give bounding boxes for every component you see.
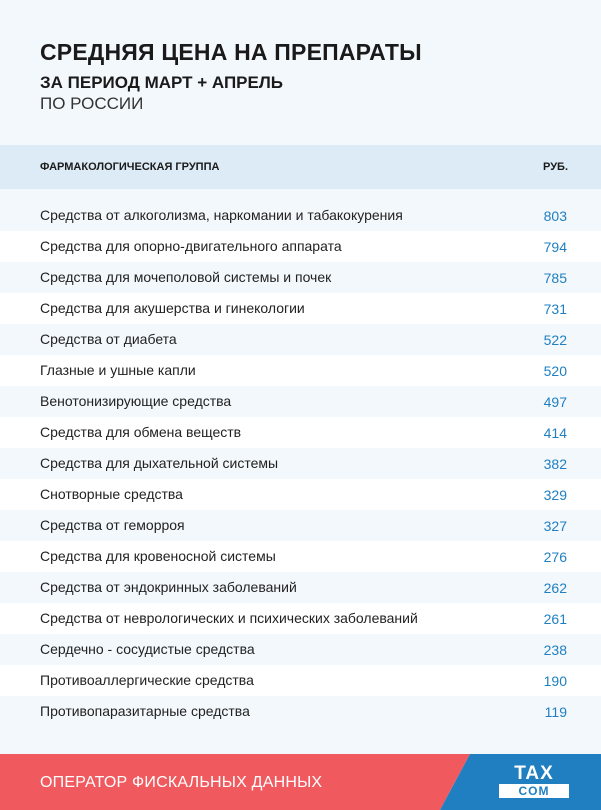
table-row <box>0 324 601 355</box>
row-group-name: Средства от геморроя <box>40 517 185 533</box>
row-price: 414 <box>543 425 567 441</box>
table-row <box>0 572 601 603</box>
row-price: 190 <box>543 673 567 689</box>
row-group-name: Средства для акушерства и гинекологии <box>40 300 305 316</box>
row-group-name: Средства от алкоголизма, наркомании и табакокурения <box>40 207 403 223</box>
table-row <box>0 417 601 448</box>
row-price: 119 <box>544 704 567 720</box>
table-row <box>0 696 601 727</box>
row-price: 522 <box>543 332 567 348</box>
table-row <box>0 355 601 386</box>
table-row <box>0 386 601 417</box>
row-group-name: Глазные и ушные капли <box>40 362 196 378</box>
table-row <box>0 448 601 479</box>
row-price: 803 <box>543 208 567 224</box>
row-group-name: Средства для обмена веществ <box>40 424 242 440</box>
row-group-name: Средства для мочеполовой системы и почек <box>40 269 332 285</box>
table-row <box>0 510 601 541</box>
row-price: 497 <box>543 394 567 410</box>
table-row <box>0 231 601 262</box>
row-group-name: Сердечно - сосудистые средства <box>40 641 255 657</box>
column-header-group: ФАРМАКОЛОГИЧЕСКАЯ ГРУППА <box>40 161 220 173</box>
logo-bottom-text: COM <box>499 784 569 798</box>
table-row <box>0 541 601 572</box>
row-group-name: Средства для кровеносной системы <box>40 548 276 564</box>
taxcom-logo <box>499 764 569 800</box>
row-price: 329 <box>543 487 567 503</box>
table-row <box>0 603 601 634</box>
row-price: 785 <box>543 270 567 286</box>
row-group-name: Противопаразитарные средства <box>40 703 250 719</box>
row-group-name: Средства для опорно-двигательного аппарата <box>40 238 342 254</box>
region-label: ПО РОССИИ <box>40 94 144 113</box>
logo-top-text: TAX <box>514 763 554 784</box>
row-group-name: Средства от диабета <box>40 331 177 347</box>
row-price: 382 <box>543 456 567 472</box>
footer <box>0 754 601 810</box>
table-row <box>0 200 601 231</box>
table-row <box>0 479 601 510</box>
row-group-name: Средства от неврологических и психических заболеваний <box>40 610 418 626</box>
footer-text: ОПЕРАТОР ФИСКАЛЬНЫХ ДАННЫХ <box>40 774 323 791</box>
row-price: 731 <box>543 301 567 317</box>
page-title: СРЕДНЯЯ ЦЕНА НА ПРЕПАРАТЫ <box>40 39 422 65</box>
row-price: 262 <box>543 580 567 596</box>
row-group-name: Снотворные средства <box>40 486 183 502</box>
table-header <box>0 145 601 189</box>
row-group-name: Средства для дыхательной системы <box>40 455 279 471</box>
header <box>40 38 422 115</box>
row-price: 261 <box>543 611 567 627</box>
page-subtitle: ЗА ПЕРИОД МАРТ + АПРЕЛЬ <box>40 73 284 92</box>
table-row <box>0 262 601 293</box>
row-group-name: Венотонизирующие средства <box>40 393 232 409</box>
table-body <box>0 200 601 727</box>
row-price: 276 <box>543 549 567 565</box>
row-price: 327 <box>543 518 567 534</box>
row-group-name: Средства от эндокринных заболеваний <box>40 579 297 595</box>
row-price: 794 <box>543 239 567 255</box>
row-price: 520 <box>543 363 567 379</box>
table-row <box>0 293 601 324</box>
column-header-price: РУБ. <box>543 161 568 173</box>
row-price: 238 <box>543 642 567 658</box>
row-group-name: Противоаллергические средства <box>40 672 254 688</box>
table-row <box>0 665 601 696</box>
table-row <box>0 634 601 665</box>
